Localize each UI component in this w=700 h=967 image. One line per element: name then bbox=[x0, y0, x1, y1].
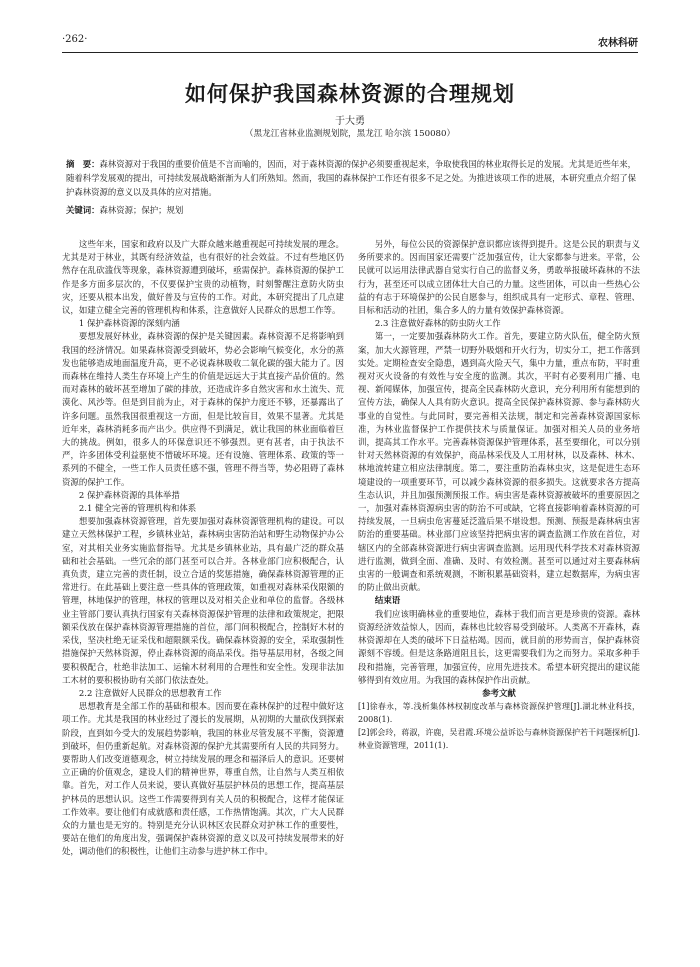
section-1-heading: 1 保护森林资源的深刻内涵 bbox=[78, 318, 180, 329]
left-column bbox=[62, 238, 344, 859]
section-2-3-heading: 2.3 注意做好森林的防虫防火工作 bbox=[374, 318, 501, 329]
keywords-label: 关键词： bbox=[66, 205, 100, 215]
page-number: ·262· bbox=[62, 34, 88, 45]
abstract-label: 摘 要： bbox=[66, 159, 100, 169]
section-1-paragraph: 要想发展好林业，森林资源的保护是关键因素。森林资源不足将影响到我国的经济情况。如果森林资源受到破坏，势必会影响气候变化，水分的蒸发也能够造成地面温度升高，更不必说森林吸收二氧化碳的强大能力了。因而森林在维持人类生存环境上产生的价值是远远大于其直接产品价值的。然而对森林的破坏甚至增加了碳的排放，还造成许多自然灾害和水土流失、荒漠化、风沙等。但是到目前为止，对于森林的保护力度还不够，还暴露出了许多问题。虽然我国很重视这一方面，但是比较盲目，效果不显著。尤其是近年来，森林消耗多而产出少。供应得不到满足，就让我国的林业面临着巨大的挑战。例如，很多人的环保意识还不够强烈。更有甚者，由于执法不严，许多团体受利益驱使不惜破坏环境。还有设施、管理体系、政策的等一系列的不健全，一些工作人员责任感不强，管理不得当等，势必阻碍了森林资源的保护工作。 bbox=[62, 331, 344, 487]
abstract-text: 森林资源对于我国的重要价值是不言而喻的，因而，对于森林资源的保护必须要重视起来，争取使我国的林业取得长足的发展。尤其是近些年来，随着科学发展观的提出，可持续发展战略渐渐为人们所熟知。然而，我国的森林保护工作还有很多不足之处。为推进该项工作的进展，本研究重点介绍了保护森林资源的意义以及具体的应对措施。 bbox=[66, 159, 636, 198]
conclusion-paragraph: 我们应该明确林业的重要地位，森林于我们而言更是珍贵的资源。森林资源经济效益惊人，因而，森林也比较容易受到破坏。人类离不开森林，森林资源却在人类的破坏下日益枯竭。因而，就目前的形势而言，保护森林资源刻不容缓。但是这条路道阻且长，这更需要我们为之而努力。采取多种手段和措施，完善管理，加强宣传，应用先进技术。希望本研究提出的建议能够得到有效应用。为我国的森林保护作出贡献。 bbox=[358, 608, 640, 685]
section-2-heading: 2 保护森林资源的具体举措 bbox=[78, 489, 180, 500]
intro-paragraph: 这些年来，国家和政府以及广大群众越来越重视起可持续发展的理念。尤其是对于林业，其既有经济效益，也有很好的社会效益。不过有些地区仍然存在乱砍滥伐等现象，森林资源遭到破坏，亟需保护。森林资源的保护工作是多方面多层次的，不仅要保护宝贵的动植物，时刻警醒注意防火防虫灾，还要从根本出发，做好普及与宣传的工作。对此，本研究提出了几点建议，如建立健全完善的管理机构和体系，注意做好人民群众的思想工作等。 bbox=[62, 239, 344, 316]
section-2-1-heading: 2.1 健全完善的管理机构和体系 bbox=[78, 503, 197, 514]
reference-item: [2]郭会玲，蒋淑，许鹿，吴君霞.环境公益诉讼与森林资源保护若干问题探析[J].林业资源管理，2011(1). bbox=[358, 728, 640, 751]
article-title: 如何保护我国森林资源的合理规划 bbox=[185, 81, 515, 106]
keywords bbox=[66, 203, 636, 217]
right-column bbox=[358, 238, 640, 752]
section-2-2-heading: 2.2 注意做好人民群众的思想教育工作 bbox=[78, 687, 222, 698]
section-2-3-paragraph: 第一，一定要加强森林防火工作。首先，要建立防火队伍，健全防火预案，加大火源管理，严禁一切野外吸烟和开火行为，切实分工，把工作落到实处。定期检查安全隐患，遇到高火险天气，集中力量，重点布防，平时重视对灭火设备的有效性与安全度的监测。其次，平时有必要利用广播、电视、新闻媒体，加强宣传，提高全民森林防火意识，充分利用所有能想到的宣传方法，确保人人具有防火意识。提高全民保护森林资源、参与森林防火事业的自觉性。与此同时，要完善相关法规，制定和完善森林资源国家标准，为林业监督保护工作提供技术与质量保证。加强对相关人员的业务培训，提高其工作水平。完善森林资源保护管理体系，甚至要细化，可以分别针对天然林资源的有效保护，商品林采伐及人工用材林，以及森林、林木、林地流转建立相应法律制度。第二，要注重防治森林虫灾，这是促进生态环境建设的一项重要环节，可以减少森林资源的很多损失。这就要求各方提高生态认识，并且加强预测预报工作。病虫害是森林资源被破坏的重要原因之一，加强对森林资源病虫害的防治不可或缺，它将直接影响着森林资源的可持续发展，一旦病虫危害蔓延泛滥后果不堪设想。预测、预报是森林病虫害防治的重要基础。林业部门应该坚持把病虫害的调查监测工作放在首位，对辖区内的全部森林资源进行病虫害调查监测。运用现代科学技术对森林资源进行监测，做到全面、准确、及时、有效检测。甚至可以通过对主要森林病虫害的一般调查和系统观测，不断积累基础资料，建立起数据库，为病虫害的防止做出贡献。 bbox=[358, 331, 640, 593]
section-2-1-paragraph: 想要加强森林资源管理，首先要加强对森林资源管理机构的建设。可以建立天然林保护工程，乡镇林业站，森林病虫害防治站和野生动物保护办公室，对其相关业务实施监督指导。尤其是乡镇林业站，具有最广泛的群众基础和社会基础。一些冗余的部门甚至可以合并。各林业部门应积极配合，认真负责，建立完善的责任制，设立合适的奖惩措施，确保森林资源管理的正常进行。在此基础上要注意一些具体的管理政策，如重视对森林采伐限额的管理，林地保护的管理，林权的管理以及对相关企业和单位的监督。各级林业主管部门要认真执行国家有关森林资源保护管理的法律和政策规定，把限额采伐放在保护森林资源管理措施的首位，部门间积极配合，控制好木材的采伐，坚决杜绝无证采伐和超限额采伐。确保森林资源的安全，采取强制性措施保护天然林资源，停止森林资源的商品采伐。指导基层用材，各级之间要积极配合，杜绝非法加工、运输木材利用的合理性和安全性。发现非法加工木材的要积极协助有关部门依法查处。 bbox=[62, 516, 344, 685]
references-heading: 参考文献 bbox=[482, 687, 516, 698]
running-header bbox=[62, 30, 638, 53]
section-2-2-paragraph: 思想教育是全部工作的基础和根本。因而要在森林保护的过程中做好这项工作。尤其是我国的林业经过了漫长的发展期，从初期的大量砍伐到探索阶段，直到如今受大的发展趋势影响，我国的林业尽管发展不平衡，资源遭到破坏，但仍重新起航。对森林资源的保护尤其需要所有人民的共同努力。要帮助人们改变道德观念，树立持续发展的理念和福泽后人的意识。还要树立正确的价值观念，建设人们的精神世界，尊重自然，让自然与人类互相依靠。首先，对工作人员来说，要认真做好基层护林员的思想工作，提高基层护林员的思想认识。这些工作需要得到有关人员的积极配合，这样才能保证工作效率。要让他们有成就感和责任感，工作热情饱满。其次，广大人民群众的力量也是无穷的。特别是充分认识林区农民群众对护林工作的重要性，要站在他们的角度出发，强调保护森林资源的意义以及可持续发展带来的好处，调动他们的积极性，让他们主动参与进护林工作中。 bbox=[62, 701, 344, 857]
reference-item: [1]徐春永，等.浅析集体林权制度改革与森林资源保护管理[J].湖北林业科技，2008(1). bbox=[358, 702, 640, 725]
author: 于大勇 bbox=[335, 116, 365, 127]
abstract bbox=[66, 157, 636, 200]
affiliation: （黑龙江省林业监测规划院，黑龙江 哈尔滨 150080） bbox=[244, 129, 456, 139]
journal-name: 农林科研 bbox=[598, 38, 638, 49]
conclusion-heading: 结束语 bbox=[374, 595, 401, 606]
keywords-text: 森林资源；保护；规划 bbox=[99, 205, 184, 215]
section-2-2-paragraph-2: 另外，每位公民的资源保护意识都应该得到提升。这是公民的职责与义务所要求的。因而国家还需要广泛加强宣传，让大家都参与进来。平常，公民就可以运用法律武器自觉实行自己的监督义务，勇敢举报破坏森林的不法行为，甚至还可以成立团体壮大自己的力量。这些团体，可以由一些热心公益的有志于环境保护的公民自愿参与，组织成具有一定形式、章程、管理、目标和活动的社团，集合多人的力量有效保护森林资源。 bbox=[358, 239, 640, 316]
